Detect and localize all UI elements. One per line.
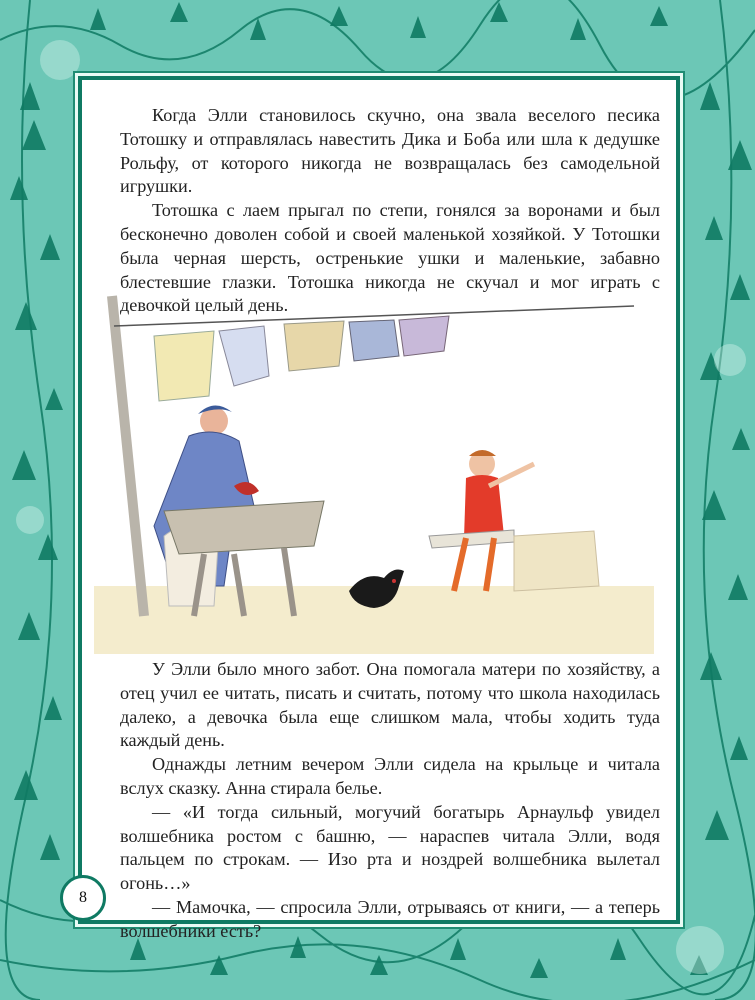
text-bottom bbox=[120, 658, 660, 944]
paragraph: — Мамочка, — спросила Элли, отрываясь от книги, — а теперь волшебники есть? bbox=[120, 896, 660, 941]
paragraph: Однажды летним вечером Элли сидела на крыльце и читала вслух сказку. Анна стирала белье. bbox=[120, 754, 660, 798]
paragraph: Тотошка с лаем прыгал по степи, гонялся за воронами и был бесконечно доволен собой и своей маленькой хозяйкой. У Тотошки была черная шерсть, остренькие ушки и маленькие, забавно блестевшие глазки. Тотошка никогда не скучал и мог играть с девочкой целый день. bbox=[120, 200, 660, 316]
book-page bbox=[78, 76, 680, 941]
paragraph: — «И тогда сильный, могучий богатырь Арнаульф увидел волшебника ростом с башню, — нараспев читала Элли, водя пальцем по строкам. — Изо рта и ноздрей волшебника вылетал огонь…» bbox=[120, 801, 660, 894]
ellie-mother-laundry-toto-illustration bbox=[94, 286, 654, 654]
page-number: 8 bbox=[60, 875, 106, 921]
paragraph: У Элли было много забот. Она помогала матери по хозяйству, а отец учил ее читать, писать и считать, потому что школа находилась далеко, а девочка была еще слишком мала, чтобы ходить туда каждый день. bbox=[120, 659, 660, 751]
paragraph: Когда Элли становилось скучно, она звала веселого песика Тотошку и отправлялась навестить Дика и Боба или шла к дедушке Рольфу, от которого никогда не возвращалась без самодельной игрушки. bbox=[120, 105, 660, 197]
